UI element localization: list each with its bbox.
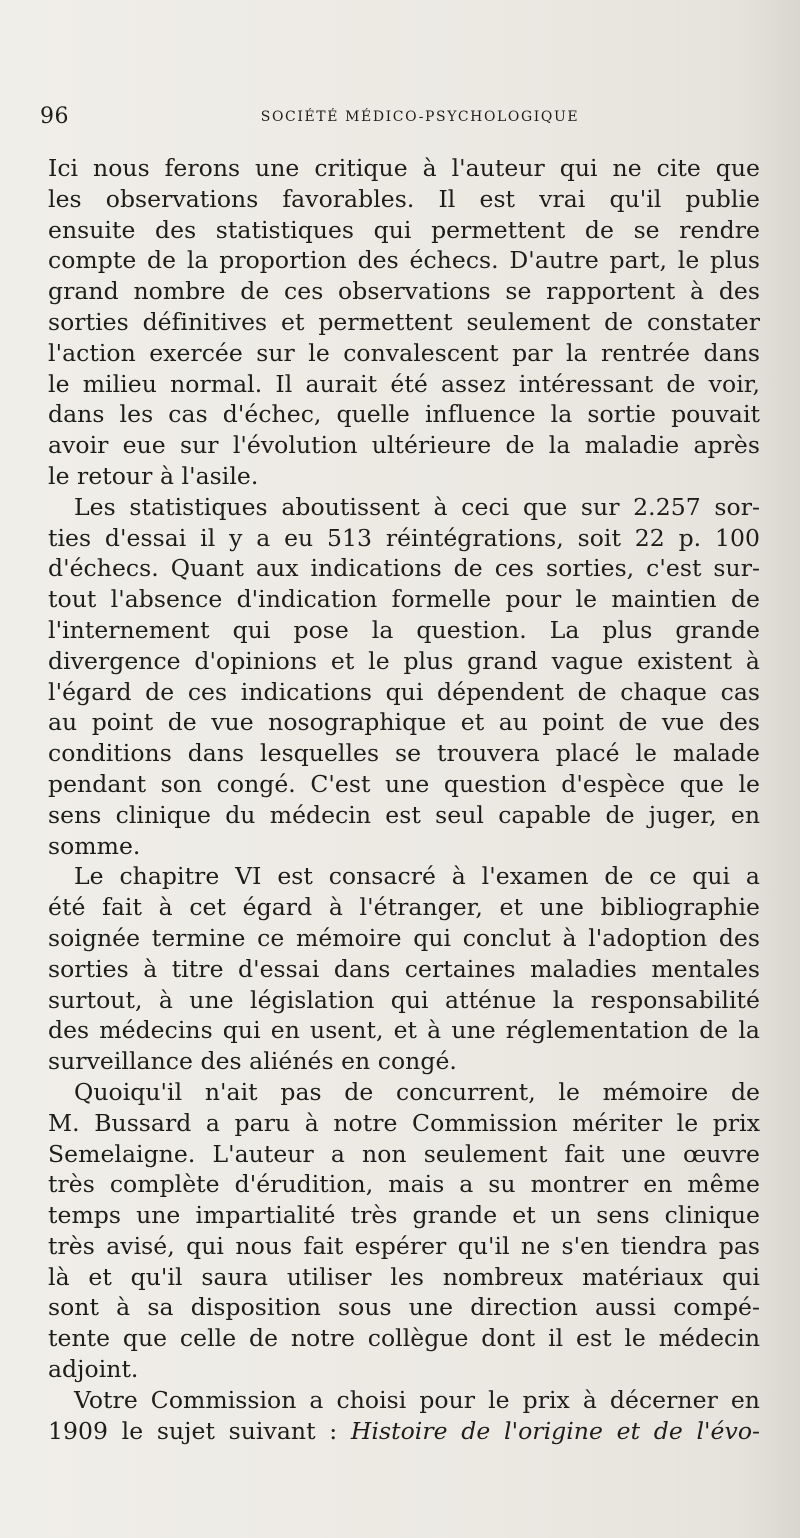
body-text [48, 153, 760, 1446]
text-line: compte de la proportion des échecs. D'autre part, le plus [48, 246, 760, 275]
text-line: soignée termine ce mémoire qui conclut à l'adoption des [48, 923, 760, 952]
text-line: d'échecs. Quant aux indications de ces sorties, c'est sur- [48, 554, 760, 583]
text-line: surveillance des aliénés en congé. [48, 1047, 457, 1076]
text-line: sont à sa disposition sous une direction aussi compé- [48, 1293, 760, 1322]
text-line: Le chapitre VI est consacré à l'examen de ce qui a [74, 862, 760, 891]
text-line: grand nombre de ces observations se rapportent à des [48, 277, 760, 306]
text-line: surtout, à une législation qui atténue la responsabilité [48, 985, 760, 1014]
page-header [40, 104, 760, 134]
text-line: les observations favorables. Il est vrai qu'il publie [48, 184, 760, 213]
text-line: adjoint. [48, 1355, 139, 1384]
text-line: ties d'essai il y a eu 513 réintégrations, soit 22 p. 100 [48, 523, 760, 552]
text-line: l'égard de ces indications qui dépendent de chaque cas [48, 677, 760, 706]
text-line: Quoiqu'il n'ait pas de concurrent, le mémoire de [74, 1077, 760, 1106]
final-line-roman: 1909 le sujet suivant : [48, 1416, 351, 1445]
text-line: sens clinique du médecin est seul capable de juger, en [48, 800, 760, 829]
text-line: le milieu normal. Il aurait été assez intéressant de voir, [48, 369, 760, 398]
text-line: des médecins qui en usent, et à une réglementation de la [48, 1016, 760, 1045]
text-line: tente que celle de notre collègue dont il est le médecin [48, 1324, 760, 1353]
text-line: l'action exercée sur le convalescent par la rentrée dans [48, 338, 760, 367]
page-number: 96 [40, 104, 69, 129]
text-line: Semelaigne. L'auteur a non seulement fait une œuvre [48, 1139, 760, 1168]
text-line: là et qu'il saura utiliser les nombreux matériaux qui [48, 1262, 760, 1291]
text-line: dans les cas d'échec, quelle influence la sortie pouvait [48, 400, 760, 429]
text-line: conditions dans lesquelles se trouvera placé le malade [48, 739, 760, 768]
text-line: M. Bussard a paru à notre Commission mériter le prix [48, 1108, 760, 1137]
text-line: Ici nous ferons une critique à l'auteur qui ne cite que [48, 154, 760, 182]
text-line: Les statistiques aboutissent à ceci que sur 2.257 sor- [74, 492, 760, 521]
text-line: sorties définitives et permettent seulement de constater [48, 307, 760, 336]
text-line: somme. [48, 831, 141, 860]
text-line: tout l'absence d'indication formelle pour le maintien de [48, 585, 760, 614]
text-line: au point de vue nosographique et au point de vue des [48, 708, 760, 737]
text-line: pendant son congé. C'est une question d'espèce que le [48, 769, 760, 798]
text-line: avoir eue sur l'évolution ultérieure de la maladie après [48, 431, 760, 460]
text-line: très complète d'érudition, mais a su montrer en même [48, 1170, 760, 1199]
text-line: très avisé, qui nous fait espérer qu'il ne s'en tiendra pas [48, 1231, 760, 1260]
text-line: sorties à titre d'essai dans certaines maladies mentales [48, 954, 760, 983]
text-line: Votre Commission a choisi pour le prix à décerner en [74, 1385, 760, 1414]
final-text-line [48, 1416, 760, 1447]
text-line: ensuite des statistiques qui permettent de se rendre [48, 215, 760, 244]
final-line-italic: Histoire de l'origine et de l'évo- [350, 1416, 761, 1445]
running-head: SOCIÉTÉ MÉDICO-PSYCHOLOGIQUE [260, 109, 580, 125]
text-line: été fait à cet égard à l'étranger, et une bibliographie [48, 893, 760, 922]
text-line: l'internement qui pose la question. La plus grande [48, 615, 760, 644]
text-line: le retour à l'asile. [48, 461, 259, 490]
text-line: divergence d'opinions et le plus grand vague existent à [48, 646, 760, 675]
text-line: temps une impartialité très grande et un sens clinique [48, 1201, 760, 1230]
